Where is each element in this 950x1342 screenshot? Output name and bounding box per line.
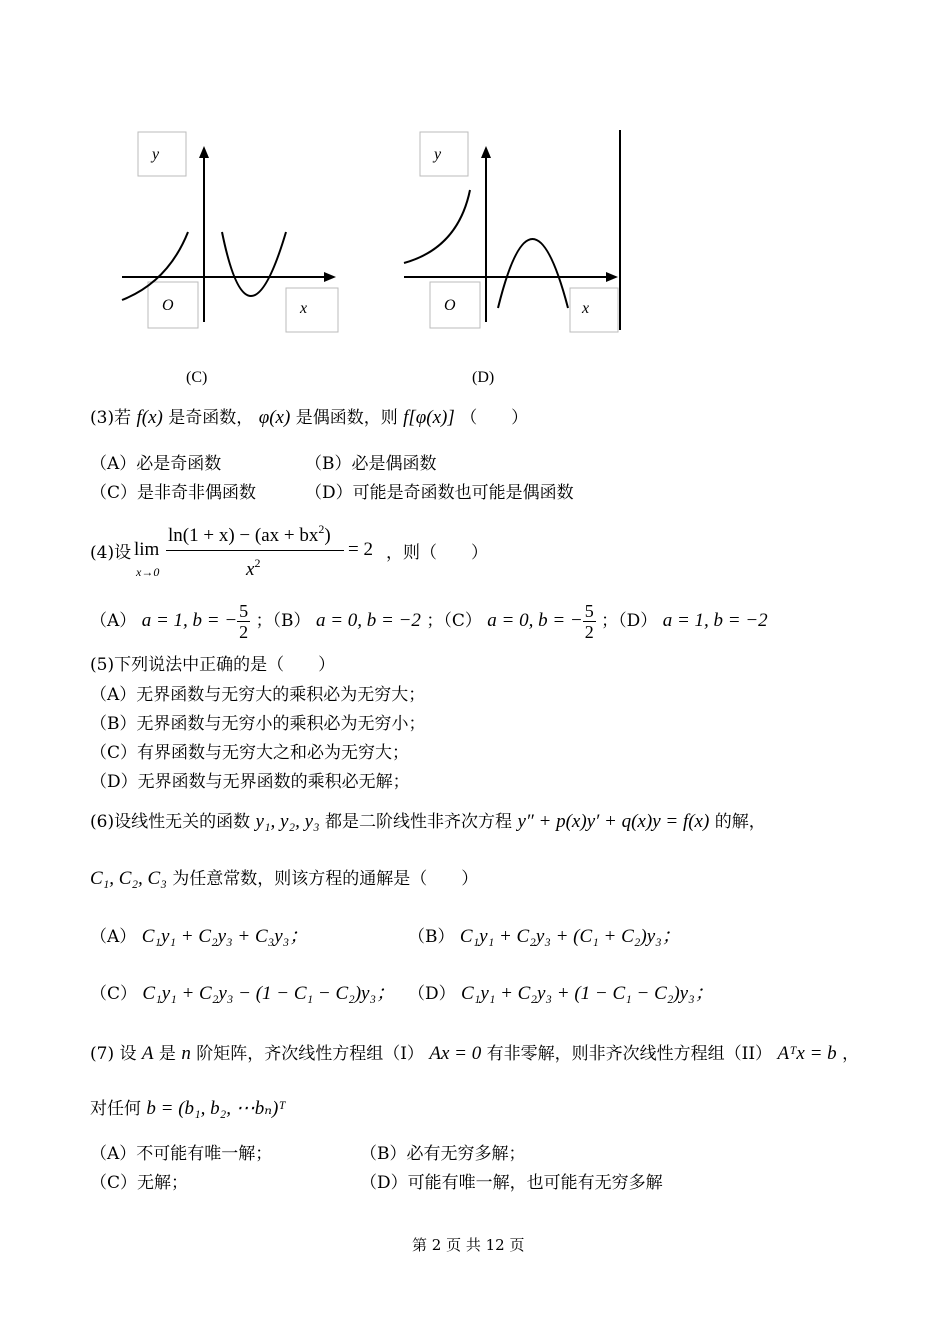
q4-option-d-label: ；（D） <box>601 611 658 631</box>
q3-stem <box>90 408 528 428</box>
q4-numerator <box>168 522 331 547</box>
q7-stem <box>90 1044 859 1064</box>
q6-option-a-row <box>90 927 308 947</box>
q7-eq1: Ax = 0 <box>429 1043 482 1064</box>
graph-c-left-curve <box>122 232 188 300</box>
q6-stem <box>90 812 766 832</box>
q6-option-d: C₁y₁ + C₂y₃ + (1 − C₁ − C₂)y₃； <box>461 983 714 1004</box>
q5-stem: (5)下列说法中正确的是（ ） <box>90 655 336 675</box>
q4-option-a: a = 1, b = − <box>141 610 238 631</box>
graph-c-x-arrow <box>324 272 336 282</box>
q6-consts: C₁, C₂, C₃ <box>90 868 167 889</box>
graph-d-y-label: y <box>434 146 442 163</box>
q6-option-c-row <box>90 984 395 1004</box>
q6-option-c-label: （C） <box>90 984 138 1004</box>
q5-option-c: （C）有界函数与无穷大之和必为无穷大； <box>90 743 410 763</box>
q5-option-d: （D）无界函数与无界函数的乘积必无解； <box>90 772 410 792</box>
q6-funcs: y₁, y₂, y₃ <box>255 811 320 832</box>
q6-line2-suffix: 为任意常数，则该方程的通解是（ ） <box>172 869 479 889</box>
q4-numerator-exp: 2 <box>318 522 325 536</box>
graph-d-right-curve <box>498 239 568 308</box>
q3-option-d: （D）可能是奇函数也可能是偶函数 <box>305 483 574 503</box>
graph-c-y-arrow <box>199 146 209 158</box>
graph-c-caption: (C) <box>186 369 208 386</box>
q4-option-c: a = 0, b = − <box>487 610 583 631</box>
q6-option-c: C₁y₁ + C₂y₃ − (1 − C₁ − C₂)y₃； <box>142 983 396 1004</box>
q4-lim: lim <box>134 539 160 560</box>
q7-line2 <box>90 1099 286 1119</box>
q5-option-a: （A）无界函数与无穷大的乘积必为无穷大； <box>90 685 426 705</box>
q7-option-d: （D）可能有唯一解，也可能有无穷多解 <box>360 1173 663 1193</box>
q4-numerator-text: ln(1 + x) − (ax + bx <box>168 525 319 546</box>
q7-eq2: Aᵀx = b <box>777 1043 837 1064</box>
q4-stem-prefix: (4)设 <box>90 543 132 563</box>
q7-stem-prefix: (7) 设 <box>90 1044 137 1064</box>
graph-d-x-label: x <box>582 300 590 317</box>
q3-f-phi: f[φ(x)] <box>403 407 455 428</box>
q6-option-b-label: （B） <box>408 927 455 947</box>
q6-option-d-row <box>408 984 714 1004</box>
q7-option-c: （C）无解； <box>90 1173 189 1193</box>
q4-denominator-text: x <box>246 559 255 580</box>
graph-c-right-curve <box>222 232 286 296</box>
q6-option-d-label: （D） <box>408 984 456 1004</box>
q6-option-b: C₁y₁ + C₂y₃ + (C₁ + C₂)y₃； <box>459 926 681 947</box>
graph-c-x-label-box <box>286 288 338 332</box>
q4-option-b: a = 0, b = −2 <box>315 610 421 631</box>
q4-options <box>90 598 768 644</box>
graph-d-left-curve <box>404 190 470 263</box>
graph-d-y-arrow <box>481 146 491 158</box>
q6-option-a-label: （A） <box>90 927 137 947</box>
q4-option-a-den: 2 <box>239 622 249 642</box>
q7-line2-eq: b = (b₁, b₂, ⋯bₙ)ᵀ <box>146 1098 286 1119</box>
q3-phi-x: φ(x) <box>258 407 291 428</box>
q7-line2-prefix: 对任何 <box>90 1099 141 1119</box>
q3-option-a: （A）必是奇函数 <box>90 454 222 474</box>
page-footer: 第 2 页 共 12 页 <box>412 1236 525 1254</box>
q6-stem-suffix: 的解， <box>714 812 766 832</box>
q7-stem-mid2: 阶矩阵，齐次线性方程组（I） <box>196 1044 424 1064</box>
q3-f-x: f(x) <box>136 407 163 428</box>
q6-stem-mid: 都是二阶线性非齐次方程 <box>325 812 513 832</box>
graph-c-x-label: x <box>300 300 308 317</box>
q7-stem-suffix: ， <box>842 1044 860 1064</box>
q7-n: n <box>181 1043 191 1064</box>
q4-option-c-num: 5 <box>584 601 594 621</box>
q6-line2 <box>90 869 478 889</box>
graph-d-caption: (D) <box>472 369 495 386</box>
q4-lim-sub: x→0 <box>136 565 160 579</box>
q4-option-c-fraction <box>583 601 596 642</box>
q7-option-a: （A）不可能有唯一解； <box>90 1144 273 1164</box>
q7-stem-mid3: 有非零解，则非齐次线性方程组（II） <box>486 1044 773 1064</box>
graph-d-origin-label: O <box>444 297 456 314</box>
q4-option-b-label: ；（B） <box>255 611 311 631</box>
graph-d-x-arrow <box>606 272 618 282</box>
q4-equals: = 2 <box>348 539 373 560</box>
graph-d <box>398 130 628 350</box>
q4-denominator <box>246 556 260 581</box>
q6-equation: y″ + p(x)y′ + q(x)y = f(x) <box>517 811 710 832</box>
q6-stem-prefix: (6)设线性无关的函数 <box>90 812 251 832</box>
q3-option-b: （B）必是偶函数 <box>305 454 437 474</box>
q4-option-a-label: （A） <box>90 611 137 631</box>
q4-option-a-num: 5 <box>239 601 249 621</box>
graph-c-y-label-box <box>138 132 186 176</box>
q4-option-a-fraction <box>237 601 250 642</box>
q3-option-c: （C）是非奇非偶函数 <box>90 483 257 503</box>
graph-c-y-label: y <box>152 146 160 163</box>
graph-d-x-label-box <box>570 288 618 332</box>
q7-matrix-a: A <box>141 1043 154 1064</box>
q3-stem-mid2: 是偶函数，则 <box>295 408 398 428</box>
q3-stem-mid1: 是奇函数， <box>168 408 254 428</box>
q5-option-b: （B）无界函数与无穷小的乘积必为无穷小； <box>90 714 426 734</box>
q6-option-b-row <box>408 927 681 947</box>
q4-option-d: a = 1, b = −2 <box>662 610 768 631</box>
q3-stem-prefix: (3)若 <box>90 408 132 428</box>
q7-option-b: （B）必有无穷多解； <box>360 1144 526 1164</box>
q4-option-c-den: 2 <box>584 622 594 642</box>
graph-d-y-label-box <box>420 132 468 176</box>
q6-option-a: C₁y₁ + C₂y₃ + C₃y₃； <box>141 926 309 947</box>
q4-numerator-end: ) <box>324 525 331 546</box>
q3-blank: （ ） <box>460 408 529 428</box>
q4-option-c-label: ；（C） <box>426 611 482 631</box>
graph-c-origin-label: O <box>162 297 174 314</box>
q4-stem-suffix: ，则（ ） <box>386 543 488 563</box>
q4-fraction-bar <box>166 550 344 551</box>
q4-denominator-exp: 2 <box>254 556 261 570</box>
q7-stem-mid1: 是 <box>158 1044 176 1064</box>
